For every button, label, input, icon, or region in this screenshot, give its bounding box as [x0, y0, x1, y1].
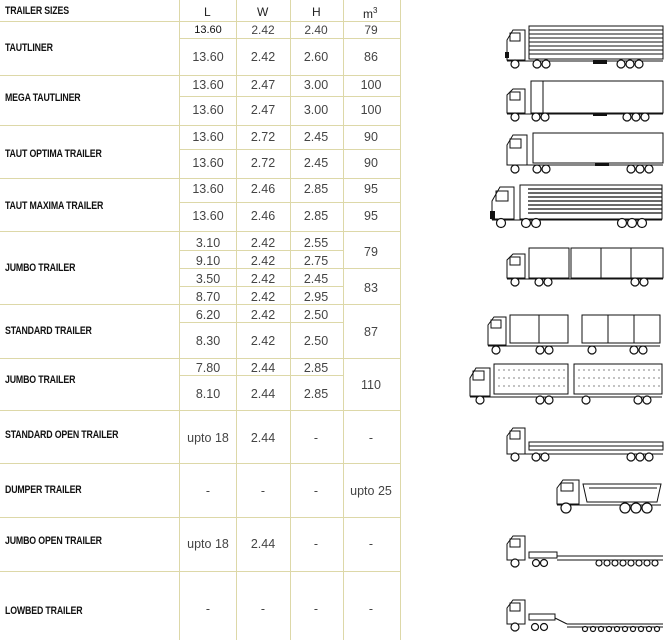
- cell-volume: -: [368, 431, 374, 445]
- row-name-dumper-trailer: DUMPER TRAILER: [5, 484, 82, 496]
- cell-volume: -: [368, 602, 374, 616]
- row-name-jumbo-trailer-2: JUMBO TRAILER: [5, 374, 76, 386]
- subrow-divider: [343, 38, 400, 39]
- cell-height: 2.55: [303, 236, 329, 250]
- row-divider: [0, 517, 400, 518]
- open-trailer-truck-icon: [503, 424, 665, 464]
- cell-width: 2.72: [250, 156, 276, 170]
- cell-length: 13.60: [192, 50, 224, 64]
- cell-length: 13.60: [194, 24, 222, 36]
- row-name-standard-trailer: STANDARD TRAILER: [5, 325, 92, 337]
- jumbo-trailer-truck-icon: [503, 244, 665, 290]
- standard-trailer-truck-icon: [484, 313, 664, 357]
- cell-height: 2.45: [303, 130, 329, 144]
- cell-width: 2.46: [250, 182, 276, 196]
- row-name-lowbed-trailer: LOWBED TRAILER: [5, 605, 83, 617]
- cell-length: -: [205, 484, 211, 498]
- cell-width: 2.46: [250, 209, 276, 223]
- subrow-divider: [179, 322, 343, 323]
- lowbed-trailer-truck-icon: [503, 596, 665, 636]
- table-title: TRAILER SIZES: [5, 5, 69, 17]
- cell-width: -: [260, 602, 266, 616]
- subrow-divider: [179, 268, 400, 269]
- cell-length: 13.60: [192, 182, 224, 196]
- row-divider: [0, 304, 400, 305]
- cell-length: 3.10: [195, 236, 221, 250]
- cell-width: 2.42: [251, 23, 275, 37]
- subrow-divider: [179, 149, 400, 150]
- subrow-divider: [179, 38, 343, 39]
- cell-volume: -: [368, 537, 374, 551]
- column-header-volume: $m^3$: [363, 6, 378, 21]
- subrow-divider: [179, 202, 400, 203]
- cell-height: 2.40: [304, 23, 328, 37]
- cell-width: 2.44: [250, 387, 276, 401]
- subrow-divider: [179, 375, 343, 376]
- cell-volume: 90: [364, 156, 378, 170]
- cell-height: 3.00: [303, 103, 329, 117]
- cell-volume: 95: [364, 182, 378, 196]
- cell-width: 2.44: [250, 431, 276, 445]
- column-header-width: W: [257, 5, 269, 19]
- row-name-tautliner: TAUTLINER: [5, 42, 53, 54]
- cell-width: 2.42: [250, 334, 276, 348]
- cell-length: 6.20: [195, 308, 221, 322]
- cell-length: 13.60: [192, 209, 224, 223]
- cell-length: 13.60: [192, 78, 224, 92]
- cell-width: 2.42: [250, 254, 276, 268]
- cell-volume: 83: [364, 281, 378, 295]
- jumbo-open-trailer-truck-icon: [503, 530, 665, 570]
- cell-height: 2.85: [303, 387, 329, 401]
- jumbo-trailer-2-truck-icon: [466, 362, 664, 408]
- row-divider: [0, 231, 400, 232]
- cell-length: 8.70: [195, 290, 221, 304]
- cell-height: 2.85: [303, 209, 329, 223]
- cell-height: 2.85: [303, 182, 329, 196]
- subrow-divider: [179, 286, 343, 287]
- subrow-divider: [179, 250, 343, 251]
- cell-width: 2.42: [250, 290, 276, 304]
- tautliner-truck-icon: [503, 24, 665, 72]
- cell-width: 2.44: [250, 537, 276, 551]
- cell-length: 13.60: [192, 103, 224, 117]
- cell-height: 2.95: [303, 290, 329, 304]
- row-divider: [0, 463, 400, 464]
- cell-width: 2.42: [250, 272, 276, 286]
- cell-volume: 79: [364, 23, 378, 37]
- cell-width: 2.42: [250, 236, 276, 250]
- cell-volume: 90: [364, 130, 378, 144]
- cell-width: 2.42: [250, 50, 276, 64]
- cell-volume: 95: [364, 209, 378, 223]
- row-name-taut-optima-trailer: TAUT OPTIMA TRAILER: [5, 148, 102, 160]
- row-divider: [0, 75, 400, 76]
- subrow-divider: [179, 96, 400, 97]
- cell-length: 7.80: [195, 361, 221, 375]
- cell-volume: upto 25: [350, 484, 392, 498]
- dumper-truck-icon: [553, 474, 665, 516]
- row-name-jumbo-open-trailer: JUMBO OPEN TRAILER: [5, 535, 102, 547]
- cell-height: 2.50: [303, 334, 329, 348]
- optima-trailer-truck-icon: [503, 131, 665, 175]
- cell-height: 2.60: [303, 50, 329, 64]
- cell-width: 2.47: [250, 78, 276, 92]
- cell-height: 2.85: [303, 361, 329, 375]
- cell-volume: 79: [364, 245, 378, 259]
- cell-length: 13.60: [192, 156, 224, 170]
- row-divider: [0, 358, 400, 359]
- cell-height: 2.50: [303, 308, 329, 322]
- cell-width: -: [260, 484, 266, 498]
- cell-height: 3.00: [303, 78, 329, 92]
- cell-volume: 100: [360, 103, 382, 117]
- row-name-mega-tautliner: MEGA TAUTLINER: [5, 92, 81, 104]
- row-name-jumbo-trailer: JUMBO TRAILER: [5, 262, 76, 274]
- row-divider: [0, 125, 400, 126]
- cell-length: upto 18: [187, 431, 229, 445]
- row-name-taut-maxima-trailer: TAUT MAXIMA TRAILER: [5, 200, 104, 212]
- row-divider: [0, 21, 400, 22]
- cell-volume: 110: [361, 378, 381, 392]
- row-name-standard-open-trailer: STANDARD OPEN TRAILER: [5, 429, 119, 441]
- cell-width: 2.47: [250, 103, 276, 117]
- mega-tautliner-truck-icon: [503, 79, 665, 123]
- cell-height: -: [313, 602, 319, 616]
- cell-volume: 100: [360, 78, 382, 92]
- maxima-trailer-truck-icon: [488, 183, 664, 229]
- cell-length: 13.60: [192, 130, 224, 144]
- cell-length: 9.10: [195, 254, 221, 268]
- cell-length: upto 18: [187, 537, 229, 551]
- cell-volume: 87: [364, 325, 378, 339]
- cell-height: -: [313, 431, 319, 445]
- column-header-height: H: [312, 5, 321, 19]
- cell-length: 8.30: [195, 334, 221, 348]
- cell-volume: 86: [364, 50, 378, 64]
- cell-length: 3.50: [195, 272, 221, 286]
- row-divider: [0, 178, 400, 179]
- cell-length: -: [205, 602, 211, 616]
- row-divider: [0, 410, 400, 411]
- cell-height: 2.45: [303, 272, 329, 286]
- column-header-length: L: [204, 5, 211, 19]
- cell-length: 8.10: [195, 387, 221, 401]
- cell-width: 2.44: [250, 361, 276, 375]
- cell-width: 2.42: [250, 308, 276, 322]
- cell-height: 2.45: [303, 156, 329, 170]
- row-divider: [0, 571, 400, 572]
- cell-height: -: [313, 537, 319, 551]
- cell-width: 2.72: [250, 130, 276, 144]
- cell-height: 2.75: [303, 254, 329, 268]
- cell-height: -: [313, 484, 319, 498]
